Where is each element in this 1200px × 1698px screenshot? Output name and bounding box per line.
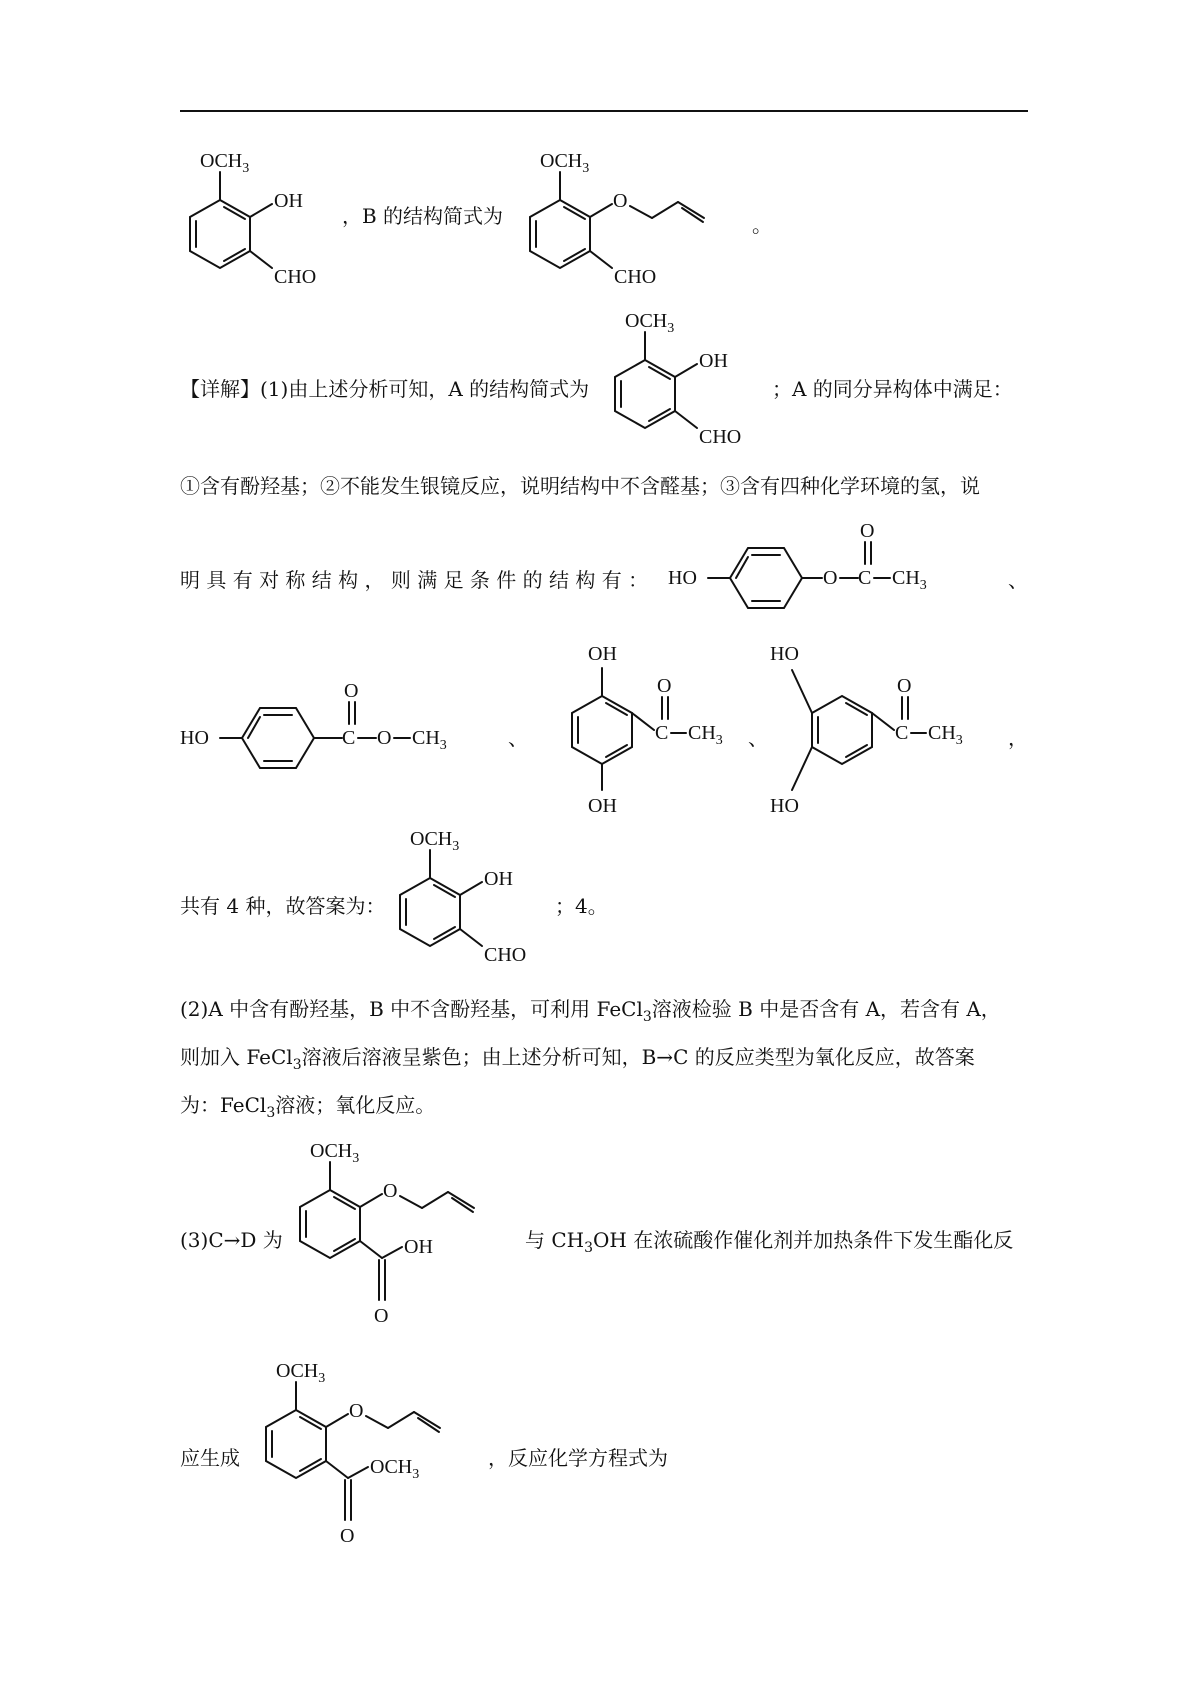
svg-text:HO: HO bbox=[770, 643, 799, 665]
svg-text:C: C bbox=[342, 727, 356, 749]
svg-text:OH: OH bbox=[588, 643, 617, 665]
svg-text:OCH3: $OCH_3$ bbox=[540, 150, 590, 176]
svg-text:O: O bbox=[349, 1400, 364, 1422]
text-part2-line3: 为：FeCl$_3$溶液；氧化反应。 bbox=[180, 1093, 436, 1121]
svg-text:O: O bbox=[340, 1525, 355, 1547]
svg-text:O: O bbox=[897, 675, 912, 697]
isomer-2 bbox=[180, 680, 520, 780]
svg-text:O: O bbox=[657, 675, 672, 697]
svg-text:CHO: CHO bbox=[274, 266, 317, 288]
structure-d bbox=[236, 1350, 496, 1560]
svg-text:O: O bbox=[374, 1305, 389, 1327]
svg-text:C: C bbox=[655, 722, 669, 744]
svg-text:CH3: $CH_3$ bbox=[892, 567, 927, 593]
text-detail-1b: ；A 的同分异构体中满足： bbox=[772, 377, 1013, 401]
text-sep-1: 、 bbox=[1008, 568, 1028, 592]
svg-text:HO: HO bbox=[668, 567, 697, 589]
structure-b bbox=[500, 140, 760, 310]
svg-text:CH3: $CH_3$ bbox=[928, 722, 963, 748]
text-b-structure-label: ，B 的结构简式为 bbox=[342, 204, 504, 228]
svg-text:OCH3: $OCH_3$ bbox=[200, 150, 250, 176]
svg-text:OH: OH bbox=[404, 1236, 433, 1258]
isomer-1 bbox=[668, 520, 1018, 620]
text-sep-4: ， bbox=[1008, 726, 1028, 750]
svg-text:O: O bbox=[377, 727, 392, 749]
text-part2-line1: (2)A 中含有酚羟基，B 中不含酚羟基，可利用 FeCl$_3$溶液检验 B 中是否含有 A，若含有 A， bbox=[180, 997, 1001, 1025]
text-part4-a: 应生成 bbox=[180, 1446, 240, 1470]
text-sep-2: 、 bbox=[508, 726, 528, 750]
text-symmetric: 明 具 有 对 称 结 构 ， 则 满 足 条 件 的 结 构 有 ： bbox=[180, 568, 649, 592]
svg-text:C: C bbox=[895, 722, 909, 744]
svg-text:OCH3: $OCH_3$ bbox=[370, 1456, 420, 1482]
svg-text:OH: OH bbox=[484, 868, 513, 890]
svg-text:O: O bbox=[860, 520, 875, 542]
svg-text:CHO: CHO bbox=[484, 944, 527, 966]
text-period-1: 。 bbox=[752, 213, 772, 237]
text-part3-a: (3)C→D 为 bbox=[180, 1228, 283, 1252]
text-detail-1a: 【详解】(1)由上述分析可知，A 的结构简式为 bbox=[180, 377, 590, 401]
text-answer-count: 共有 4 种，故答案为： bbox=[180, 894, 386, 918]
svg-text:HO: HO bbox=[770, 795, 799, 817]
svg-text:OH: OH bbox=[274, 190, 303, 212]
structure-a-detail bbox=[585, 300, 765, 470]
structure-a-answer bbox=[370, 818, 550, 988]
svg-text:CH3: $CH_3$ bbox=[412, 727, 447, 753]
svg-text:O: O bbox=[344, 680, 359, 702]
isomer-3 bbox=[530, 640, 770, 820]
text-part4-b: ，反应化学方程式为 bbox=[488, 1446, 668, 1470]
svg-text:O: O bbox=[613, 190, 628, 212]
structure-a-top bbox=[160, 140, 340, 310]
text-part3-b: 与 $CH_3OH$ 在浓硫酸作催化剂并加热条件下发生酯化反 bbox=[525, 1228, 1014, 1256]
svg-text:OH: OH bbox=[699, 350, 728, 372]
text-part2-line2: 则加入 FeCl$_3$溶液后溶液呈紫色；由上述分析可知，B→C 的反应类型为氧化反应，故答案 bbox=[180, 1045, 975, 1073]
svg-text:OCH3: $OCH_3$ bbox=[625, 310, 675, 336]
svg-text:OCH3: $OCH_3$ bbox=[410, 828, 460, 854]
svg-text:OCH3: $OCH_3$ bbox=[276, 1360, 326, 1386]
svg-text:CHO: CHO bbox=[614, 266, 657, 288]
svg-text:CHO: CHO bbox=[699, 426, 742, 448]
text-answer-4: ；4。 bbox=[555, 894, 608, 918]
svg-text:HO: HO bbox=[180, 727, 209, 749]
text-conditions: ①含有酚羟基；②不能发生银镜反应，说明结构中不含醛基；③含有四种化学环境的氢，说 bbox=[180, 474, 980, 498]
svg-text:O: O bbox=[383, 1180, 398, 1202]
svg-text:OCH3: $OCH_3$ bbox=[310, 1140, 360, 1166]
isomer-4 bbox=[770, 640, 1020, 820]
svg-text:C: C bbox=[858, 567, 872, 589]
structure-c bbox=[270, 1130, 530, 1340]
header-rule bbox=[180, 110, 1028, 112]
svg-text:CH3: $CH_3$ bbox=[688, 722, 723, 748]
svg-text:O: O bbox=[823, 567, 838, 589]
text-sep-3: 、 bbox=[748, 726, 768, 750]
svg-text:OH: OH bbox=[588, 795, 617, 817]
